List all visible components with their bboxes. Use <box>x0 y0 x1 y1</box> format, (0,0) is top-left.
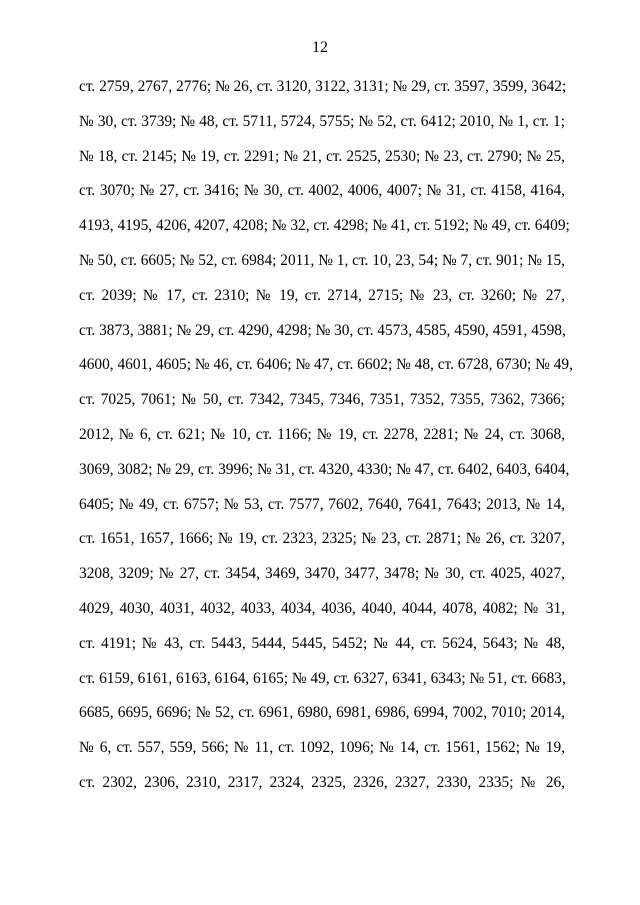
text-line: ст. 2039; № 17, ст. 2310; № 19, ст. 2714, 2715; № 23, ст. 3260; № 27, <box>79 286 565 304</box>
page-number: 12 <box>312 39 328 56</box>
text-line: 4029, 4030, 4031, 4032, 4033, 4034, 4036, 4040, 4044, 4078, 4082; № 31, <box>79 599 565 617</box>
text-line: ст. 7025, 7061; № 50, ст. 7342, 7345, 7346, 7351, 7352, 7355, 7362, 7366; <box>79 391 565 409</box>
text-line: ст. 2302, 2306, 2310, 2317, 2324, 2325, 2326, 2327, 2330, 2335; № 26, <box>79 773 565 791</box>
text-line: 4600, 4601, 4605; № 46, ст. 6406; № 47, ст. 6602; № 48, ст. 6728, 6730; № 49, <box>79 356 573 374</box>
text-line: № 18, ст. 2145; № 19, ст. 2291; № 21, ст. 2525, 2530; № 23, ст. 2790; № 25, <box>79 147 565 165</box>
text-line: 3069, 3082; № 29, ст. 3996; № 31, ст. 4320, 4330; № 47, ст. 6402, 6403, 6404, <box>79 460 570 478</box>
text-line: 2012, № 6, ст. 621; № 10, ст. 1166; № 19, ст. 2278, 2281; № 24, ст. 3068, <box>79 425 565 443</box>
text-line: ст. 4191; № 43, ст. 5443, 5444, 5445, 5452; № 44, ст. 5624, 5643; № 48, <box>79 634 565 652</box>
text-line: № 6, ст. 557, 559, 566; № 11, ст. 1092, 1096; № 14, ст. 1561, 1562; № 19, <box>79 739 565 757</box>
text-line: 6405; № 49, ст. 6757; № 53, ст. 7577, 7602, 7640, 7641, 7643; 2013, № 14, <box>79 495 565 513</box>
text-line: ст. 3070; № 27, ст. 3416; № 30, ст. 4002, 4006, 4007; № 31, ст. 4158, 4164, <box>79 182 565 200</box>
text-line: ст. 6159, 6161, 6163, 6164, 6165; № 49, ст. 6327, 6341, 6343; № 51, ст. 6683, <box>79 669 566 687</box>
text-line: 4193, 4195, 4206, 4207, 4208; № 32, ст. 4298; № 41, ст. 5192; № 49, ст. 6409; <box>79 217 570 235</box>
text-line: 6685, 6695, 6696; № 52, ст. 6961, 6980, 6981, 6986, 6994, 7002, 7010; 2014, <box>79 704 565 722</box>
text-line: № 50, ст. 6605; № 52, ст. 6984; 2011, № 1, ст. 10, 23, 54; № 7, ст. 901; № 15, <box>79 251 565 269</box>
text-line: № 30, ст. 3739; № 48, ст. 5711, 5724, 5755; № 52, ст. 6412; 2010, № 1, ст. 1; <box>79 112 565 130</box>
text-line: ст. 1651, 1657, 1666; № 19, ст. 2323, 2325; № 23, ст. 2871; № 26, ст. 3207, <box>79 530 565 548</box>
text-line: ст. 3873, 3881; № 29, ст. 4290, 4298; № 30, ст. 4573, 4585, 4590, 4591, 4598, <box>79 321 566 339</box>
body-text <box>79 76 573 807</box>
text-line: 3208, 3209; № 27, ст. 3454, 3469, 3470, 3477, 3478; № 30, ст. 4025, 4027, <box>79 565 565 583</box>
text-line: ст. 2759, 2767, 2776; № 26, ст. 3120, 3122, 3131; № 29, ст. 3597, 3599, 3642; <box>79 78 567 95</box>
